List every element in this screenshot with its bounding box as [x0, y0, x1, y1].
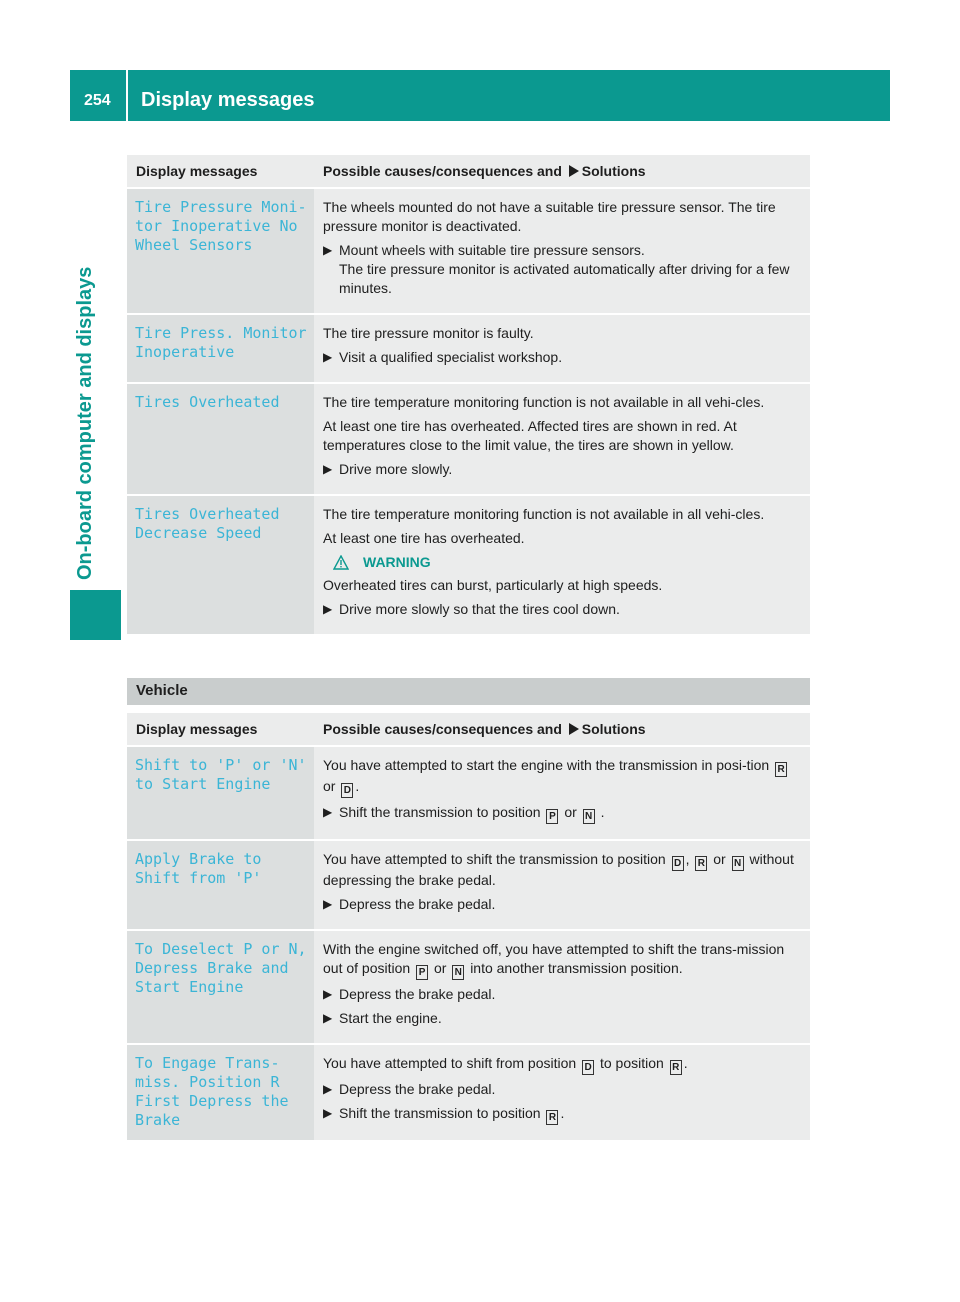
table-row [127, 495, 810, 635]
gear-r-icon: R [670, 1060, 682, 1075]
step-arrow-icon: ▶ [323, 243, 333, 257]
solution-step: ▶ Drive more slowly so that the tires cool down. [323, 601, 620, 617]
table-row [127, 930, 810, 1044]
solution-step: ▶ Shift the transmission to position R . [323, 1105, 565, 1123]
col-header-causes: Possible causes/consequences and Solutions [314, 155, 810, 188]
solution-step: ▶ Shift the transmission to position P or N . [323, 804, 605, 822]
cause-text: At least one tire has overheated. Affected tires are shown in red. At temperatures close to the limit value, the tires are shown in yellow. [323, 418, 737, 453]
solutions-arrow-icon [569, 165, 579, 177]
gear-d-icon: D [672, 856, 684, 871]
page-title: Display messages [141, 89, 315, 111]
step-arrow-icon: ▶ [323, 462, 333, 476]
tire-messages-table [127, 155, 810, 636]
solution-step: ▶ Depress the brake pedal. [323, 896, 496, 912]
gear-r-icon: R [695, 856, 707, 871]
display-message: Shift to 'P' or 'N' to Start Engine [135, 756, 307, 793]
side-tab-title: On-board computer and displays [74, 266, 96, 580]
cause-text: With the engine switched off, you have attempted to shift the trans-mission out of position P or N into another transmission position. [323, 941, 785, 978]
gear-p-icon: P [416, 965, 428, 980]
solution-step: ▶ Depress the brake pedal. [323, 986, 496, 1002]
gear-r-icon: R [546, 1110, 558, 1125]
cause-text: The tire temperature monitoring function is not available in all vehi-cles. [323, 394, 765, 410]
step-arrow-icon: ▶ [323, 805, 333, 819]
cause-text: The tire pressure monitor is faulty. [323, 325, 534, 341]
warning-triangle-icon [333, 555, 349, 570]
gear-n-icon: N [583, 809, 595, 824]
table-header-row [127, 155, 810, 188]
table-row [127, 383, 810, 495]
cause-text: The wheels mounted do not have a suitable tire pressure sensor. The tire pressure monitor is deactivated. [323, 199, 776, 234]
solution-step: ▶ Visit a qualified specialist workshop. [323, 349, 563, 365]
display-message: To Engage Trans‐ miss. Position R First Depress the Brake [135, 1054, 289, 1129]
table-row [127, 188, 810, 314]
section-title-vehicle: Vehicle [127, 678, 810, 705]
solution-step: ▶ Mount wheels with suitable tire pressure sensors. The tire pressure monitor is activated automatically after driving for a few minutes. [323, 242, 790, 296]
step-arrow-icon: ▶ [323, 987, 333, 1001]
display-message: Tire Press. Monitor Inoperative [135, 324, 307, 361]
gear-n-icon: N [732, 856, 744, 871]
table-header-row [127, 713, 810, 746]
solution-step: ▶ Depress the brake pedal. [323, 1081, 496, 1097]
gear-d-icon: D [582, 1060, 594, 1075]
side-tab-block [70, 590, 121, 640]
table-row [127, 840, 810, 930]
cause-text: The tire temperature monitoring function is not available in all vehi-cles. [323, 506, 765, 522]
step-arrow-icon: ▶ [323, 350, 333, 364]
gear-n-icon: N [452, 965, 464, 980]
step-arrow-icon: ▶ [323, 1106, 333, 1120]
gear-r-icon: R [775, 762, 787, 777]
warning-text: Overheated tires can burst, particularly at high speeds. [323, 577, 663, 593]
step-arrow-icon: ▶ [323, 897, 333, 911]
col-header-display-messages: Display messages [127, 713, 314, 746]
display-message: Tire Pressure Moni‐ tor Inoperative No Wheel Sensors [135, 198, 307, 254]
cause-text: You have attempted to start the engine with the transmission in posi-tion R or D . [323, 756, 804, 798]
col-header-display-messages: Display messages [127, 155, 314, 188]
gear-p-icon: P [546, 809, 558, 824]
solutions-arrow-icon [569, 723, 579, 735]
header-divider [126, 70, 128, 121]
col-header-causes: Possible causes/consequences and Solutions [314, 713, 810, 746]
display-message: Apply Brake to Shift from 'P' [135, 850, 262, 887]
solution-step: ▶ Drive more slowly. [323, 461, 453, 477]
step-arrow-icon: ▶ [323, 602, 333, 616]
page-number: 254 [84, 92, 111, 109]
step-arrow-icon: ▶ [323, 1011, 333, 1025]
display-message: Tires Overheated Decrease Speed [135, 505, 280, 542]
display-message: Tires Overheated [135, 393, 280, 411]
solution-step: ▶ Start the engine. [323, 1010, 442, 1026]
warning-heading: WARNING [333, 554, 804, 570]
cause-text: You have attempted to shift from position D to position R . [323, 1055, 688, 1073]
step-arrow-icon: ▶ [323, 1082, 333, 1096]
table-row [127, 746, 810, 840]
vehicle-messages-table [127, 713, 810, 1142]
gear-d-icon: D [341, 783, 353, 798]
table-row [127, 1044, 810, 1141]
table-row [127, 314, 810, 383]
cause-text: At least one tire has overheated. [323, 530, 525, 546]
cause-text: You have attempted to shift the transmission to position D , R or N without depressing the brake pedal. [323, 851, 794, 888]
display-message: To Deselect P or N, Depress Brake and Start Engine [135, 940, 307, 996]
